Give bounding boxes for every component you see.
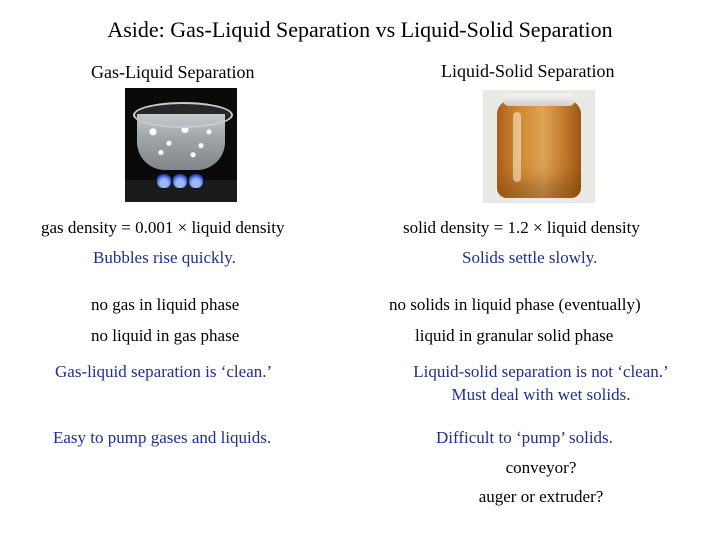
no-liquid-text: no liquid in gas phase: [91, 326, 240, 345]
auger-extruder-text: auger or extruder?: [478, 487, 604, 506]
liquid-solid-heading: Liquid-Solid Separation: [441, 61, 615, 81]
gas-density-text: gas density = 0.001 × liquid density: [41, 218, 285, 237]
conveyor-text: conveyor?: [505, 458, 577, 477]
wet-solids-text: Must deal with wet solids.: [451, 385, 631, 404]
difficult-pump-text: Difficult to ‘pump’ solids.: [436, 428, 613, 447]
bubbles-rise-text: Bubbles rise quickly.: [93, 248, 236, 267]
liquid-solid-not-clean-text: Liquid-solid separation is not ‘clean.’: [413, 362, 669, 381]
slide-title: Aside: Gas-Liquid Separation vs Liquid-Solid Separation: [107, 17, 613, 42]
gas-liquid-heading: Gas-Liquid Separation: [91, 62, 255, 82]
boiling-water-pot-icon: [125, 88, 237, 202]
liquid-in-solid-text: liquid in granular solid phase: [415, 326, 614, 345]
no-solids-text: no solids in liquid phase (eventually): [389, 295, 641, 314]
no-gas-text: no gas in liquid phase: [91, 295, 240, 314]
gas-liquid-clean-text: Gas-liquid separation is ‘clean.’: [55, 362, 273, 381]
solids-settle-text: Solids settle slowly.: [462, 248, 598, 267]
settling-jar-icon: [483, 90, 595, 203]
solid-density-text: solid density = 1.2 × liquid density: [403, 218, 640, 237]
easy-pump-text: Easy to pump gases and liquids.: [53, 428, 272, 447]
